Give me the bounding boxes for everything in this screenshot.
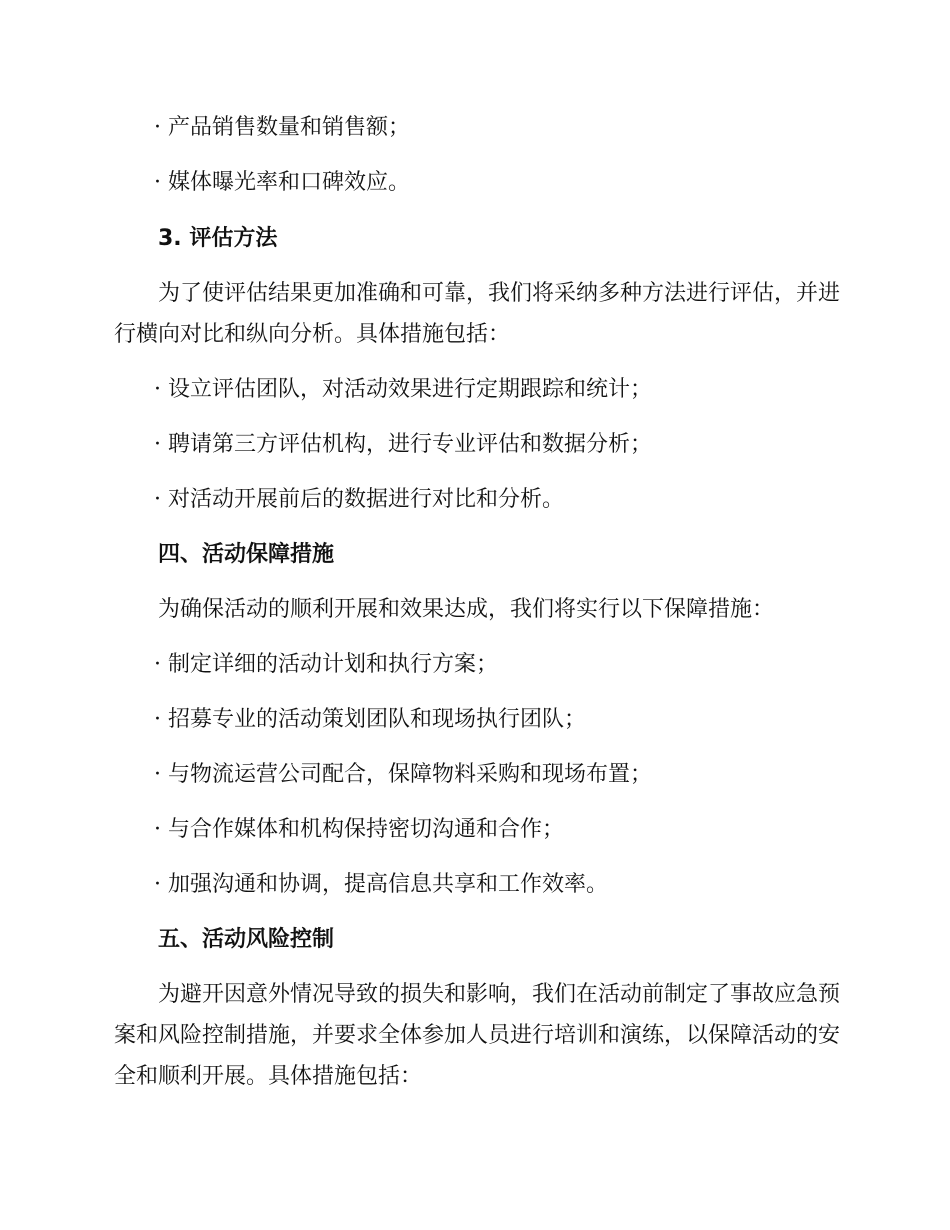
bullet-logistics: · 与物流运营公司配合，保障物料采购和现场布置； <box>154 762 652 787</box>
bullet-communication: · 加强沟通和协调，提高信息共享和工作效率。 <box>154 872 608 897</box>
bullet-recruit: · 招募专业的活动策划团队和现场执行团队； <box>154 707 586 732</box>
paragraph-evaluation-line-1: 为了使评估结果更加准确和可靠，我们将采纳多种方法进行评估，并进 <box>158 281 841 306</box>
bullet-data-compare: · 对活动开展前后的数据进行对比和分析。 <box>154 487 564 512</box>
paragraph-risk-line-3: 全和顺利开展。具体措施包括： <box>114 1064 423 1089</box>
bullet-plan: · 制定详细的活动计划和执行方案； <box>154 652 498 677</box>
bullet-media-partners: · 与合作媒体和机构保持密切沟通和合作； <box>154 817 564 842</box>
paragraph-guarantee: 为确保活动的顺利开展和效果达成，我们将实行以下保障措施： <box>158 597 775 622</box>
paragraph-risk-line-2: 案和风险控制措施，并要求全体参加人员进行培训和演练，以保障活动的安 <box>114 1023 841 1048</box>
section-heading-risk-control: 五、活动风险控制 <box>158 927 335 952</box>
section-heading-guarantee: 四、活动保障措施 <box>158 542 335 567</box>
bullet-third-party: · 聘请第三方评估机构，进行专业评估和数据分析； <box>154 432 652 457</box>
bullet-sales: · 产品销售数量和销售额； <box>154 115 410 140</box>
bullet-media: · 媒体曝光率和口碑效应。 <box>154 170 410 195</box>
section-heading-evaluation-method: 3. 评估方法 <box>158 226 278 251</box>
bullet-evaluation-team: · 设立评估团队，对活动效果进行定期跟踪和统计； <box>154 377 652 402</box>
paragraph-risk-line-1: 为避开因意外情况导致的损失和影响，我们在活动前制定了事故应急预 <box>158 982 841 1007</box>
paragraph-evaluation-line-2: 行横向对比和纵向分析。具体措施包括： <box>114 322 511 347</box>
